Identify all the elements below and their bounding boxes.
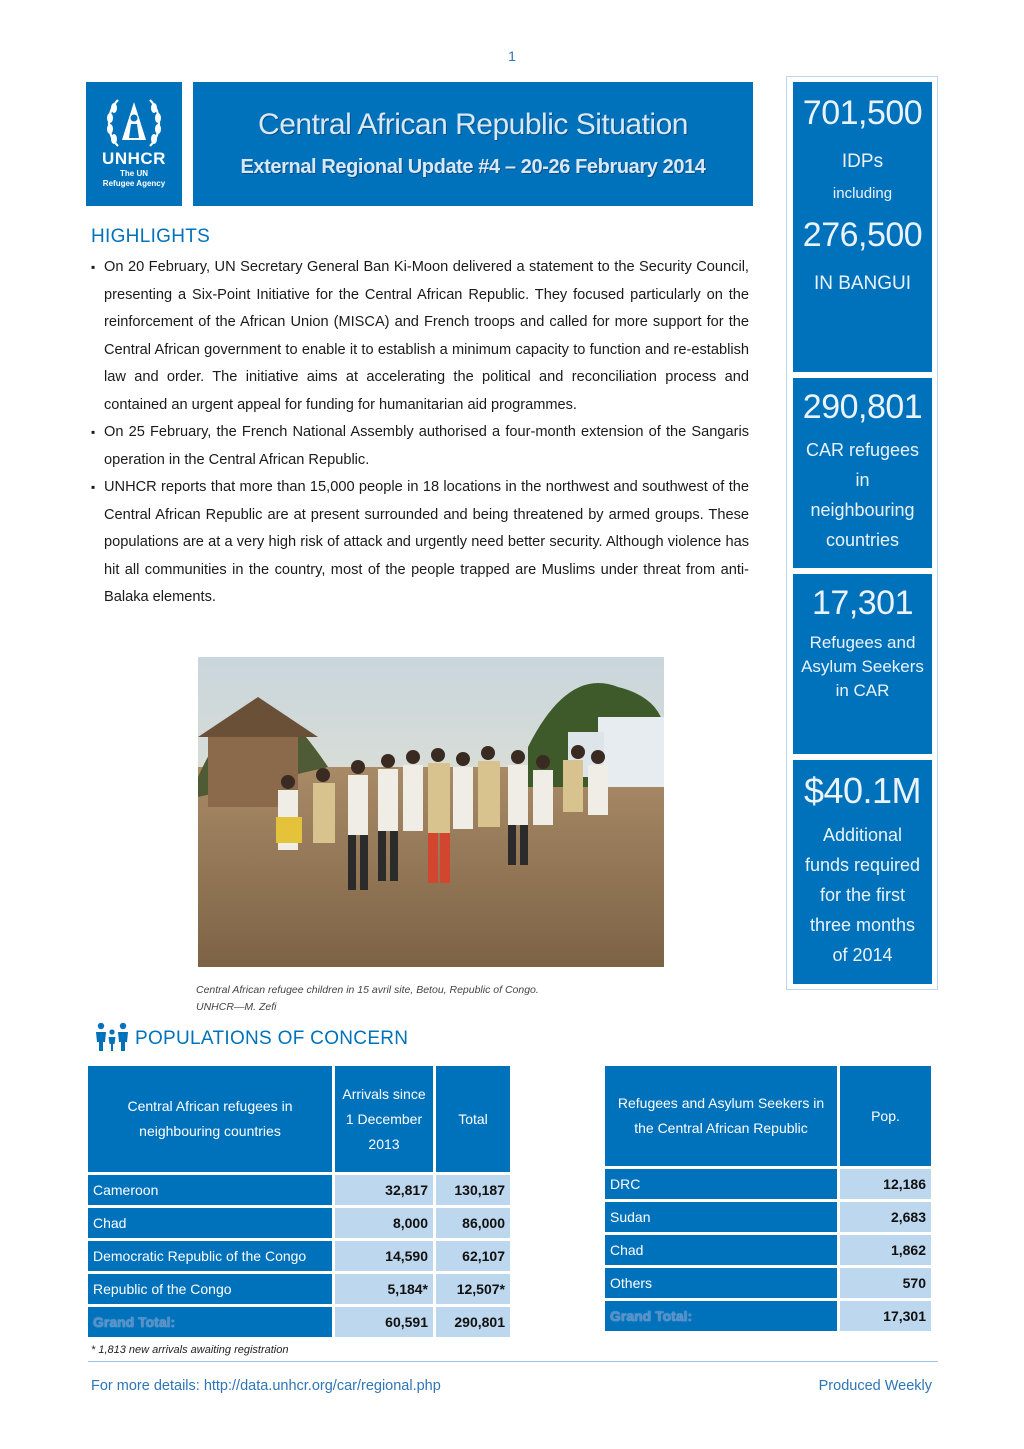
table-row-country: Chad [88, 1208, 332, 1238]
footer-divider [88, 1361, 938, 1362]
stat-idp-connector: including [832, 185, 893, 202]
people-icon [94, 1022, 130, 1052]
unhcr-emblem-icon [104, 94, 164, 148]
table2-grand-total-label: Grand Total: [605, 1301, 837, 1331]
table1-grand-total: 290,801 [436, 1307, 510, 1337]
table-row-origin: Sudan [605, 1202, 837, 1232]
table-row-arrivals: 5,184* [335, 1274, 433, 1304]
table-row-total: 130,187 [436, 1175, 510, 1205]
table-row-country: Democratic Republic of the Congo [88, 1241, 332, 1271]
table-footnote: * 1,813 new arrivals awaiting registration [91, 1344, 289, 1356]
table1-header-country: Central African refugees in neighbouring countries [88, 1066, 332, 1172]
highlights-heading: HIGHLIGHTS [91, 226, 211, 247]
stat-idp-box [793, 82, 932, 372]
table-row-pop: 570 [840, 1268, 931, 1298]
table2-grand-total: 17,301 [840, 1301, 931, 1331]
populations-heading: POPULATIONS OF CONCERN [135, 1028, 409, 1049]
stat-refugees-in-car-number: 17,301 [812, 584, 913, 622]
stat-car-refugees-label: CAR refugees in neighbouring countries [805, 440, 920, 550]
stat-funds-label: Additional funds required for the first three months of 2014 [804, 825, 921, 965]
table-row-total: 86,000 [436, 1208, 510, 1238]
table-row-arrivals: 14,590 [335, 1241, 433, 1271]
table-row-total: 62,107 [436, 1241, 510, 1271]
details-link[interactable]: For more details: http://data.unhcr.org/car/regional.php [91, 1378, 441, 1394]
table1-grand-total-arrivals: 60,591 [335, 1307, 433, 1337]
stat-idp-number: 701,500 [802, 94, 923, 132]
page-title: Central African Republic Situation [258, 108, 688, 141]
highlights-list [91, 254, 749, 612]
stat-bangui-label: IN BANGUI [813, 273, 912, 294]
table-row-country: Cameroon [88, 1175, 332, 1205]
stat-funds-number: $40.1M [803, 770, 922, 811]
table-row-country: Republic of the Congo [88, 1274, 332, 1304]
logo-tagline: The UN Refugee Agency [102, 169, 166, 188]
highlight-item: ▪ On 20 February, UN Secretary General Ban Ki-Moon delivered a statement to the Security Council, presenting a Six-Point Initiative for the Central African Republic. They focused particularly on the reinforcement of the African Union (MISCA) and French troops and called for more support for the Central African government to enable it to establish a minimum capacity to function and re-establish law and order. The initiative aims at accelerating the political and reconciliation process and contained an urgent appeal for funding for humanitarian aid programmes. [91, 254, 749, 419]
stat-refugees-in-car-box [793, 574, 932, 754]
frequency-note: Produced Weekly [818, 1378, 932, 1394]
table-row-origin: Others [605, 1268, 837, 1298]
table2-header-pop: Pop. [840, 1066, 931, 1166]
title-banner [193, 82, 753, 206]
page-number: 1 [508, 48, 516, 64]
car-refugees-table [85, 1063, 513, 1340]
stat-car-refugees-box [793, 378, 932, 568]
table-row-origin: Chad [605, 1235, 837, 1265]
stat-funds-box [793, 760, 932, 984]
table1-header-arrivals: Arrivals since 1 December 2013 [335, 1066, 433, 1172]
highlight-item: ▪ On 25 February, the French National Assembly authorised a four-month extension of the Sangaris operation in the Central African Republic. [91, 419, 749, 474]
unhcr-logo [86, 82, 182, 206]
table-row-pop: 12,186 [840, 1169, 931, 1199]
stat-car-refugees-number: 290,801 [802, 388, 923, 426]
photo-caption: Central African refugee children in 15 avril site, Betou, Republic of Congo. UNHCR—M. Zefi [196, 984, 539, 1013]
stat-idp-label: IDPs [841, 151, 884, 172]
table1-header-total: Total [436, 1066, 510, 1172]
table-row-pop: 2,683 [840, 1202, 931, 1232]
table2-header-origin: Refugees and Asylum Seekers in the Central African Republic [605, 1066, 837, 1166]
table-row-total: 12,507* [436, 1274, 510, 1304]
logo-wordmark: UNHCR [102, 149, 166, 168]
table-row-origin: DRC [605, 1169, 837, 1199]
table-row-arrivals: 8,000 [335, 1208, 433, 1238]
table-row-pop: 1,862 [840, 1235, 931, 1265]
stat-refugees-in-car-label: Refugees and Asylum Seekers in CAR [801, 633, 924, 700]
refugee-children-photo [198, 657, 664, 967]
table1-grand-total-label: Grand Total: [88, 1307, 332, 1337]
highlight-item: ▪ UNHCR reports that more than 15,000 people in 18 locations in the northwest and southwest of the Central African Republic are at present surrounded and being threatened by armed groups. These populations are at a very high risk of attack and urgently need better security. Although violence has hit all communities in the country, most of the people trapped are Muslims under threat from anti-Balaka elements. [91, 474, 749, 612]
stat-bangui-number: 276,500 [802, 216, 923, 254]
page-subtitle: External Regional Update #4 – 20-26 February 2014 [240, 156, 706, 178]
refugees-in-car-table [602, 1063, 934, 1334]
table-row-arrivals: 32,817 [335, 1175, 433, 1205]
